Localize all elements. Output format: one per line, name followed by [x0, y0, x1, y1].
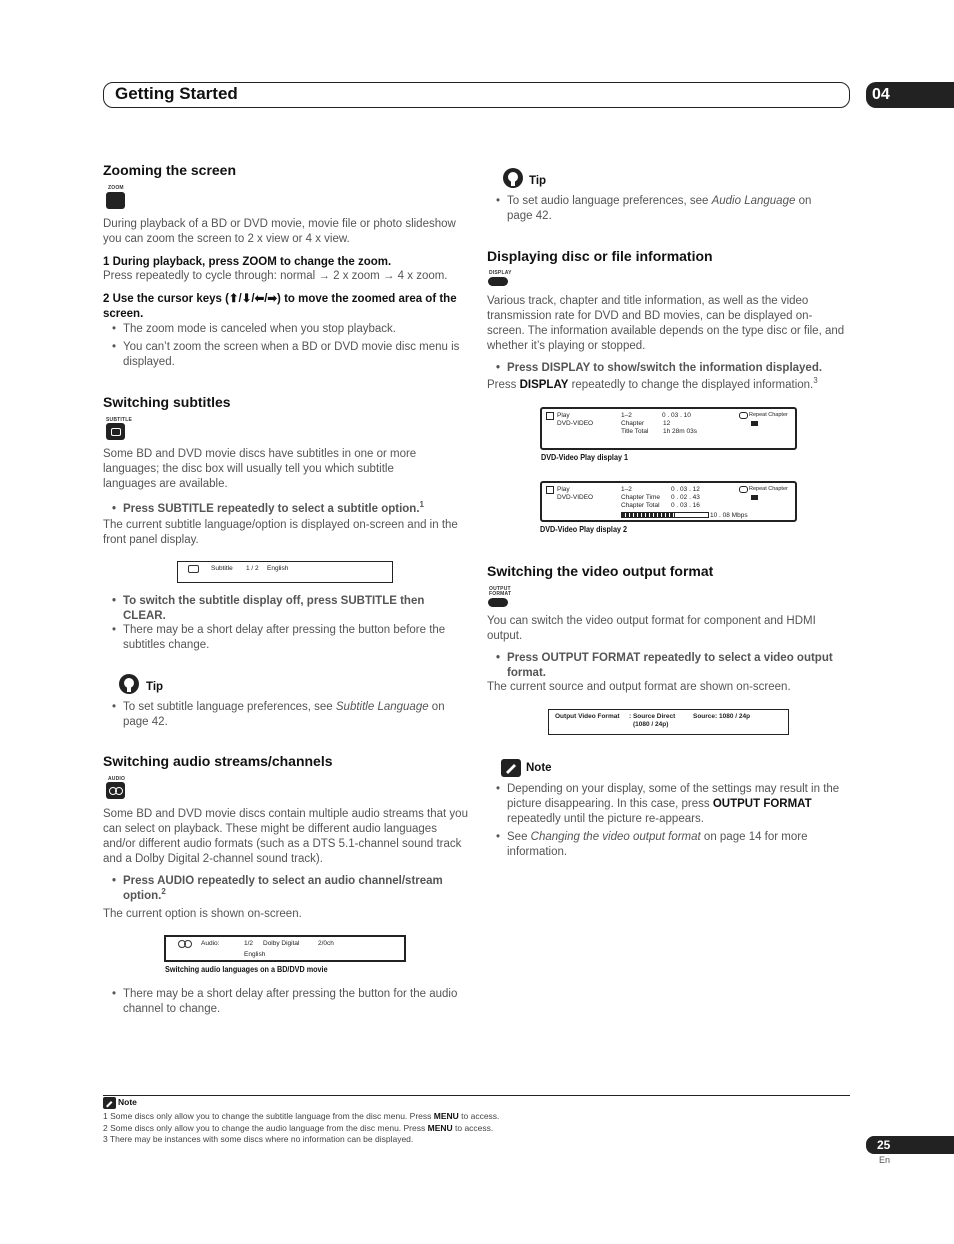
footnote-3: 3 There may be instances with some discs where no information can be displayed. — [103, 1134, 414, 1144]
display-step-title: • Press DISPLAY to show/switch the information displayed. — [487, 361, 852, 376]
audio-step-text: The current option is shown on-screen. — [103, 908, 302, 920]
output-heading: Switching the video output format — [487, 563, 714, 579]
tip-post: on page 42. — [507, 195, 812, 222]
audio-osd-format: Dolby Digital — [263, 940, 300, 947]
subtitle-osd-icon — [188, 565, 199, 573]
audio-step-title-text: Press AUDIO repeatedly to select an audio channel/stream option. — [123, 875, 443, 902]
output-button-label-1: OUTPUT — [489, 586, 511, 592]
subtitle-osd — [177, 561, 393, 583]
audio-intro: Some BD and DVD movie discs contain multiple audio streams that you can select on playback. These might be different audio languages and/or different audio formats (such as a DTS 5.1-channel sound track and a Dolby Digital 2-channel sound track). — [103, 808, 468, 865]
display-button-label: DISPLAY — [489, 270, 512, 276]
pencil-note-icon — [103, 1097, 116, 1109]
output-osd-source: : Source Direct — [629, 713, 676, 720]
zoom-button-icon — [106, 192, 125, 209]
subtitles-step-title-text: Press SUBTITLE repeatedly to select a subtitle option. — [123, 503, 420, 515]
display-step-bold: DISPLAY — [519, 379, 569, 391]
osd1-index: 1–2 — [621, 412, 632, 419]
subtitles-intro: Some BD and DVD movie discs have subtitles in one or more languages; the disc box will usually tell you which subtitle languages are available. — [103, 448, 417, 490]
osd1-repeat: Repeat Chapter — [749, 412, 788, 418]
output-osd-out: Source: 1080 / 24p — [693, 713, 751, 720]
bitrate-meter-fill — [622, 513, 675, 517]
display-osd-2 — [540, 481, 797, 522]
output-osd — [548, 709, 789, 735]
zoom-bullet-2: • You can’t zoom the screen when a BD or DVD movie disc menu is displayed. — [103, 340, 468, 370]
fn1-post: to access. — [458, 1111, 500, 1121]
subtitles-off-title: • To switch the subtitle display off, press SUBTITLE then CLEAR. — [103, 594, 463, 624]
note2-link: Changing the video output format — [530, 831, 701, 843]
zoom-button-label: ZOOM — [108, 185, 124, 191]
fn2-pre: 2 Some discs only allow you to change the audio language from the disc menu. Press — [103, 1123, 428, 1133]
osd2-repeat: Repeat Chapter — [749, 486, 788, 492]
osd2-index: 1–2 — [621, 486, 632, 493]
note2-post: on page 14 for more information. — [507, 831, 808, 858]
subtitle-osd-label: Subtitle — [211, 565, 233, 572]
camera-icon — [751, 495, 758, 500]
zoom-step1-text: Press repeatedly to cycle through: normal → 2 x zoom → 4 x zoom. — [103, 270, 448, 282]
zoom-bullet-1: • The zoom mode is canceled when you stop playback. — [103, 322, 468, 337]
footnote-divider — [103, 1095, 850, 1096]
footnote-ref-2: 2 — [161, 887, 166, 897]
display-osd-1 — [540, 407, 797, 450]
pencil-note-icon — [501, 759, 521, 777]
output-button-label-2: FORMAT — [489, 591, 512, 597]
footnote-2 — [103, 1123, 493, 1134]
note1-post: repeatedly until the picture re-appears. — [507, 813, 704, 825]
output-note-1 — [487, 782, 852, 827]
audio-caption: Switching audio languages on a BD/DVD movie — [165, 964, 328, 974]
display-step-text — [487, 378, 852, 393]
play-icon — [546, 486, 554, 494]
osd2-time: 0 . 03 . 12 — [671, 486, 700, 493]
tip-post: on page 42. — [123, 701, 445, 728]
audio-button-icon — [106, 782, 125, 799]
zoom-intro: During playback of a BD or DVD movie, movie file or photo slideshow you can zoom the screen to 2 x view or 4 x view. — [103, 218, 456, 245]
zoom-step2-title: 2 Use the cursor keys (⬆/⬇/⬅/➡) to move the zoomed area of the screen. — [103, 293, 457, 320]
tip-label-left: Tip — [146, 681, 164, 693]
output-format-button-icon — [488, 598, 508, 607]
page-number: 25 — [866, 1136, 954, 1154]
subtitles-heading: Switching subtitles — [103, 394, 231, 410]
subtitle-osd-lang: English — [267, 565, 289, 572]
osd1-row2-label: Chapter — [621, 420, 645, 427]
page-lang: En — [879, 1155, 891, 1165]
tip-pre: To set subtitle language preferences, see — [123, 701, 336, 713]
osd2-play: Play — [557, 486, 570, 493]
display-step-pre: Press — [487, 379, 520, 391]
fn1-bold: MENU — [433, 1111, 459, 1121]
output-step-text: The current source and output format are shown on-screen. — [487, 681, 791, 693]
footnote-label: Note — [118, 1097, 137, 1107]
output-step-title: • Press OUTPUT FORMAT repeatedly to select a video output format. — [487, 651, 852, 681]
note2-pre: See — [507, 831, 531, 843]
display-heading: Displaying disc or file information — [487, 248, 713, 264]
osd2-row3-value: 0 . 03 . 16 — [671, 502, 700, 509]
lightbulb-icon — [117, 673, 141, 697]
output-note-2 — [487, 830, 837, 860]
audio-button-label: AUDIO — [108, 776, 126, 782]
audio-osd-icon — [184, 940, 192, 948]
osd1-play: Play — [557, 412, 570, 419]
subtitle-button-icon — [106, 423, 125, 440]
footnote-ref-1: 1 — [419, 500, 424, 510]
zoom-heading: Zooming the screen — [103, 162, 237, 178]
audio-osd-lang: English — [244, 951, 266, 958]
display-intro: Various track, chapter and title information, as well as the video transmission rate for DVD and BD movies, can be displayed on-screen. The information available depends on the type disc or file, and whether it’s playing or stopped. — [487, 295, 845, 352]
page-title: Getting Started — [115, 84, 238, 103]
repeat-icon — [739, 412, 748, 419]
tip-link-audio-language: Audio Language — [711, 195, 796, 207]
audio-ring-icon — [115, 787, 123, 795]
footnote-1 — [103, 1111, 499, 1122]
audio-step-title — [103, 874, 468, 904]
subtitles-step-text: The current subtitle language/option is displayed on-screen and in the front panel display. — [103, 519, 458, 546]
osd1-row3-label: Title Total — [621, 428, 649, 435]
fn2-post: to access. — [452, 1123, 494, 1133]
display-step-post: repeatedly to change the displayed information. — [568, 379, 814, 391]
subtitles-step-title — [103, 502, 463, 517]
audio-osd-channels: 2/0ch — [318, 940, 334, 947]
osd1-row3-value: 1h 28m 03s — [663, 428, 697, 435]
osd1-disc: DVD-VIDEO — [557, 420, 594, 427]
tip-label-right: Tip — [529, 175, 547, 187]
audio-osd-value: 1/2 — [244, 940, 254, 947]
display-button-icon — [488, 277, 508, 286]
fn2-bold: MENU — [427, 1123, 453, 1133]
subtitle-icon — [111, 428, 121, 436]
audio-bullet: • There may be a short delay after pressing the button for the audio channel to change. — [103, 987, 463, 1017]
audio-osd-label: Audio: — [201, 940, 220, 947]
display-caption-1: DVD-Video Play display 1 — [541, 452, 629, 462]
subtitle-osd-value: 1 / 2 — [246, 565, 259, 572]
play-icon — [546, 412, 554, 420]
osd2-row2-value: 0 . 02 . 43 — [671, 494, 700, 501]
fn1-pre: 1 Some discs only allow you to change the subtitle language from the disc menu. Press — [103, 1111, 434, 1121]
subtitles-tip-text — [103, 700, 468, 730]
output-intro: You can switch the video output format for component and HDMI output. — [487, 615, 816, 642]
subtitle-button-label: SUBTITLE — [106, 417, 133, 423]
osd1-time: 0 . 03 . 10 — [662, 412, 691, 419]
zoom-step1-title: 1 During playback, press ZOOM to change the zoom. — [103, 256, 392, 268]
output-osd-source2: (1080 / 24p) — [633, 721, 669, 728]
audio-tip-text — [487, 194, 832, 224]
osd2-row2-label: Chapter Time — [621, 494, 661, 501]
display-caption-2: DVD-Video Play display 2 — [540, 524, 628, 534]
osd2-rate: 10 . 08 Mbps — [710, 512, 748, 519]
note-label-right: Note — [526, 762, 552, 774]
camera-icon — [751, 421, 758, 426]
tip-pre: To set audio language preferences, see — [507, 195, 712, 207]
output-osd-label: Output Video Format — [555, 713, 620, 720]
note1-pre: Depending on your display, some of the settings may result in the picture disappearing. In this case, press — [507, 783, 840, 810]
audio-heading: Switching audio streams/channels — [103, 753, 333, 769]
repeat-icon — [739, 486, 748, 493]
tip-link-subtitle-language: Subtitle Language — [335, 701, 429, 713]
bitrate-meter — [621, 512, 709, 518]
osd1-row2-value: 12 — [663, 420, 671, 427]
chapter-number: 04 — [866, 82, 954, 108]
subtitles-off-bullet: • There may be a short delay after pressing the button before the subtitles change. — [103, 623, 468, 653]
osd2-row3-label: Chapter Total — [621, 502, 660, 509]
audio-osd — [164, 935, 406, 962]
lightbulb-icon — [501, 167, 525, 191]
note1-bold: OUTPUT FORMAT — [712, 798, 812, 810]
footnote-ref-3: 3 — [813, 376, 818, 386]
osd2-disc: DVD-VIDEO — [557, 494, 594, 501]
